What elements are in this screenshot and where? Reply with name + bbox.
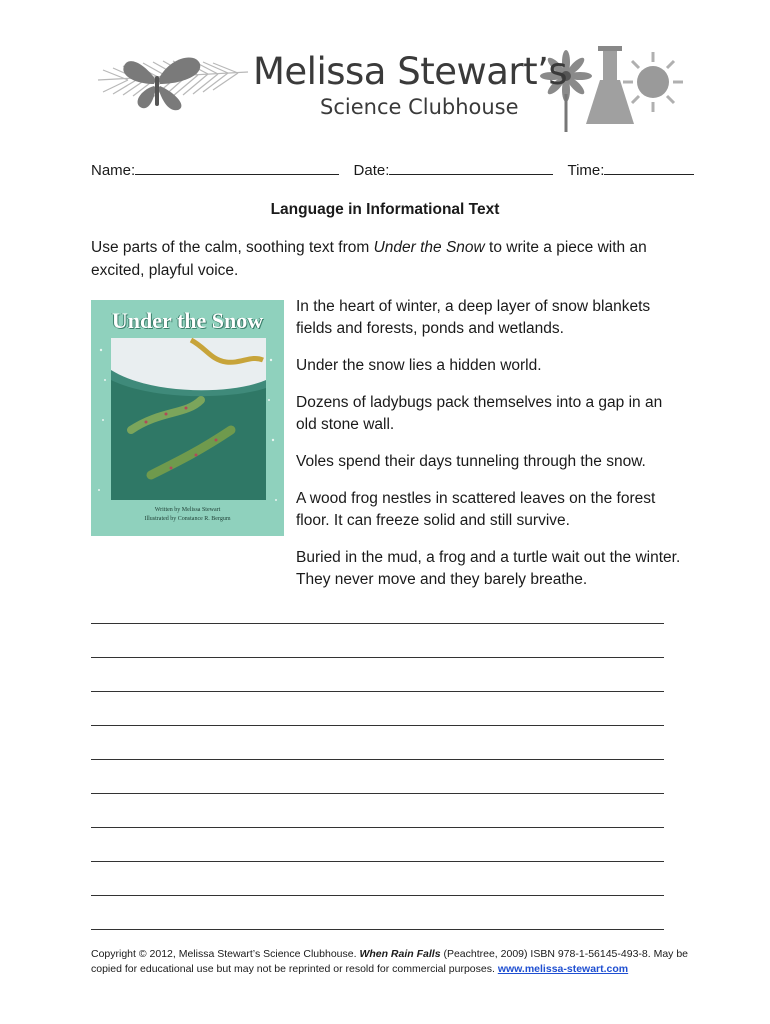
writing-line[interactable] <box>91 657 664 658</box>
paragraph: In the heart of winter, a deep layer of snow blankets fields and forests, ponds and wetlands. <box>296 298 651 337</box>
cover-title: Under the Snow <box>111 308 264 333</box>
student-info-row <box>91 160 694 179</box>
instructions-text-2: to write a piece with an excited, playful voice. <box>91 239 647 279</box>
brand-subtitle: Science Clubhouse <box>320 95 519 119</box>
website-link[interactable]: www.melissa-stewart.com <box>497 963 629 975</box>
site-header <box>88 42 688 132</box>
date-label: Date: <box>353 162 390 179</box>
book-cover-image <box>91 300 284 536</box>
footer-text-1: Copyright © 2012, Melissa Stewart’s Science Clubhouse. <box>91 948 360 960</box>
worksheet-title: Language in Informational Text <box>270 201 500 218</box>
butterfly-icon <box>123 57 200 110</box>
name-field[interactable] <box>135 160 339 175</box>
sun-icon <box>623 52 683 112</box>
time-label: Time: <box>567 162 605 179</box>
writing-line[interactable] <box>91 793 664 794</box>
copyright-footer <box>91 947 691 977</box>
writing-line[interactable] <box>91 759 664 760</box>
writing-line[interactable] <box>91 929 664 930</box>
cover-illustrator: Illustrated by Constance R. Bergum <box>144 516 231 522</box>
name-label: Name: <box>91 162 136 179</box>
cover-illustration <box>91 300 284 536</box>
instructions-book-title: Under the Snow <box>373 239 485 256</box>
writing-line[interactable] <box>91 827 664 828</box>
brand-title: Melissa Stewart’s <box>253 50 568 93</box>
cover-author: Written by Melissa Stewart <box>154 507 221 513</box>
instructions <box>91 236 691 282</box>
flask-icon <box>586 46 634 124</box>
time-field[interactable] <box>604 160 694 175</box>
writing-line[interactable] <box>91 861 664 862</box>
writing-line[interactable] <box>91 691 664 692</box>
instructions-text-1: Use parts of the calm, soothing text from <box>91 239 374 256</box>
paragraph: Dozens of ladybugs pack themselves into a gap in an old stone wall. <box>296 394 663 433</box>
paragraph: Under the snow lies a hidden world. <box>296 357 542 374</box>
paragraph: Voles spend their days tunneling through the snow. <box>296 453 646 470</box>
paragraph: A wood frog nestles in scattered leaves on the forest floor. It can freeze solid and still survive. <box>296 490 656 529</box>
paragraph: Buried in the mud, a frog and a turtle wait out the winter. They never move and they barely breathe. <box>296 549 681 588</box>
footer-text-2: (Peachtree, 2009) ISBN 978-1-56145-493-8. May be copied for educational use but may not be reprinted or resold for commercial purposes. <box>91 948 689 975</box>
footer-book-title: When Rain Falls <box>359 948 441 960</box>
source-text <box>296 296 686 606</box>
writing-line[interactable] <box>91 623 664 624</box>
writing-line[interactable] <box>91 895 664 896</box>
date-field[interactable] <box>389 160 553 175</box>
writing-line[interactable] <box>91 725 664 726</box>
